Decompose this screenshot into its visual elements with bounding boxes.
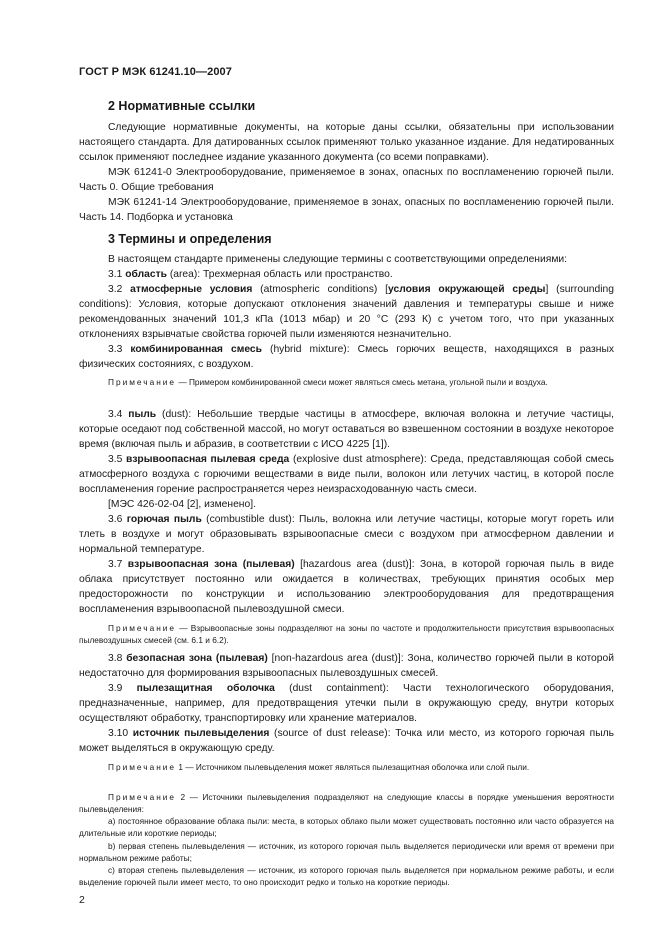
section-2-title: 2 Нормативные ссылки: [108, 99, 256, 113]
term-3-8: [79, 651, 614, 681]
note-3-3: [79, 376, 614, 388]
term-name: пылезащитная оболочка: [136, 683, 275, 694]
term-number: 3.8: [108, 653, 123, 664]
term-3-9: [79, 681, 614, 726]
term-name: пыль: [128, 409, 157, 420]
note-label: Примечание: [108, 377, 177, 387]
term-number: 3.9: [108, 683, 123, 694]
term-name: взрывоопасная зона (пылевая): [127, 559, 295, 570]
term-3-7: [79, 557, 614, 617]
note-3-7: [79, 622, 614, 646]
term-number: 3.5: [108, 454, 123, 465]
term-definition: (explosive dust atmosphere): Среда, представляющая собой смесь атмосферного воздуха с горючими веществами в виде пыли, волокон или летучих частиц, в которой после воспламенения горение распространяется через неизрасходованную часть смеси.: [79, 454, 614, 495]
note-list-item-a: a) постоянное образование облака пыли: места, в которых облако пыли может существовать постоянно или часто образуется на длительные или короткие периоды;: [79, 816, 614, 839]
term-3-10: [79, 726, 614, 756]
term-number: 3.7: [108, 559, 123, 570]
term-number: 3.10: [108, 728, 129, 739]
term-definition: (dust containment): Части технологического оборудования, предназначенные, например, для предотвращения утечки пыли в окружающую среду, внутри которых осуществляют обработку, транспортировку или хранение материалов.: [79, 683, 614, 724]
note-text: 1 — Источником пылевыделения может являться пылезащитная оболочка или слой пыли.: [176, 762, 530, 772]
document-header: ГОСТ Р МЭК 61241.10—2007: [79, 66, 232, 78]
term-definition: (hybrid mixture): Смесь горючих веществ, находящихся в разных физических состояниях, с воздухом.: [79, 344, 614, 370]
term-definition: [hazardous area (dust)]: Зона, в которой горючая пыль в виде облака присутствует постоянно или ожидается в количествах, требующих принятия особых мер предосторожности по конструкции и использованию электрооборудования для предотвращения воспламенения взрывоопасной пылевоздушной смеси.: [79, 559, 614, 615]
term-3-4: [79, 407, 614, 452]
term-3-6: [79, 512, 614, 557]
term-3-5: [79, 452, 614, 497]
term-name: безопасная зона (пылевая): [126, 653, 268, 664]
note-label: Примечание: [108, 792, 177, 802]
term-definition: (dust): Небольшие твердые частицы в атмосфере, включая волокна и летучие частицы, которые оседают под собственной массой, но могут оставаться во взвешенном состоянии в воздухе некоторое время (включая пыль и абразив, в соответствии с ИСО 4225 [1]).: [79, 409, 614, 450]
term-name: комбинированная смесь: [130, 344, 262, 355]
term-name: область: [125, 269, 167, 280]
term-number: 3.2: [108, 284, 123, 295]
page-number: 2: [79, 894, 85, 906]
term-name: источник пылевыделения: [132, 728, 270, 739]
term-definition: (source of dust release): Точка или место, из которого горючая пыль может выделяться в окружающую среду.: [79, 728, 614, 754]
term-3-5-source: [МЭС 426-02-04 [2], изменено].: [108, 499, 256, 510]
term-number: 3.4: [108, 409, 123, 420]
note-label: Примечание: [108, 762, 177, 772]
note-3-10-2: [79, 791, 614, 815]
term-english: (atmospheric conditions) [: [252, 284, 389, 295]
term-name: взрывоопасная пылевая среда: [125, 454, 290, 465]
term-definition: [non-hazardous area (dust)]: Зона, количество горючей пыли в которой недостаточно для формирования взрывоопасных пылевоздушных смесей.: [79, 653, 614, 679]
normative-reference-2: МЭК 61241-14 Электрооборудование, применяемое в зонах, опасных по воспламенению горючей пыли. Часть 14. Подборка и установка: [79, 197, 614, 223]
note-text: — Взрывоопасные зоны подразделяют на зоны по частоте и продолжительности присутствия взрывоопасных пылевоздушных смесей (см. 6.1 и 6.2).: [79, 623, 614, 646]
term-name: атмосферные условия: [130, 284, 253, 295]
term-number: 3.3: [108, 344, 123, 355]
section-3-intro: В настоящем стандарте применены следующие термины с соответствующими определениями:: [108, 254, 568, 265]
note-list-item-b: b) первая степень пылевыделения — источник, из которого горючая пыль выделяется периодически или время от времени при нормальном режиме работы;: [79, 841, 614, 864]
term-3-2: [79, 282, 614, 342]
note-label: Примечание: [108, 623, 177, 633]
note-text: 2 — Источники пылевыделения подразделяют на следующие классы в порядке уменьшения вероятности пылевыделения:: [79, 792, 614, 815]
term-3-1: [79, 267, 614, 282]
note-list-item-c: c) вторая степень пылевыделения — источник, из которого горючая пыль выделяется при нормальном режиме работы, и если выделение горючей пыли имеет место, то оно происходит редко и только на короткие периоды.: [79, 865, 614, 888]
section-3-title: 3 Термины и определения: [108, 232, 272, 246]
term-definition: (area): Трехмерная область или пространство.: [166, 269, 393, 280]
section-2-intro: Следующие нормативные документы, на которые даны ссылки, обязательны при использовании настоящего стандарта. Для датированных ссылок применяют только указанное издание. Для недатированных ссылок применяют последнее издание указанного документа (со всеми поправками).: [79, 122, 614, 163]
term-synonym: условия окружающей среды: [388, 284, 546, 295]
term-number: 3.6: [108, 514, 123, 525]
note-3-10-1: [79, 761, 614, 773]
term-number: 3.1: [108, 269, 123, 280]
term-name: горючая пыль: [126, 514, 202, 525]
term-3-3: [79, 342, 614, 372]
term-definition: ] (surrounding conditions): Условия, которые допускают отклонения значений давления и температуры свыше и ниже рекомендованных значений 101,3 кПа (1013 мбар) и 20 °C (293 К) с учетом того, что при указанных отклонениях взрывчатые свойства горючей пыли изменяются незначительно.: [79, 284, 614, 340]
normative-reference-1: МЭК 61241-0 Электрооборудование, применяемое в зонах, опасных по воспламенению горючей пыли. Часть 0. Общие требования: [79, 167, 614, 193]
term-definition: (combustible dust): Пыль, волокна или летучие частицы, которые могут гореть или тлеть в воздухе и могут образовывать взрывоопасные смеси с воздухом при атмосферном давлении и нормальной температуре.: [79, 514, 614, 555]
note-text: — Примером комбинированной смеси может являться смесь метана, угольной пыли и воздуха.: [176, 377, 548, 387]
